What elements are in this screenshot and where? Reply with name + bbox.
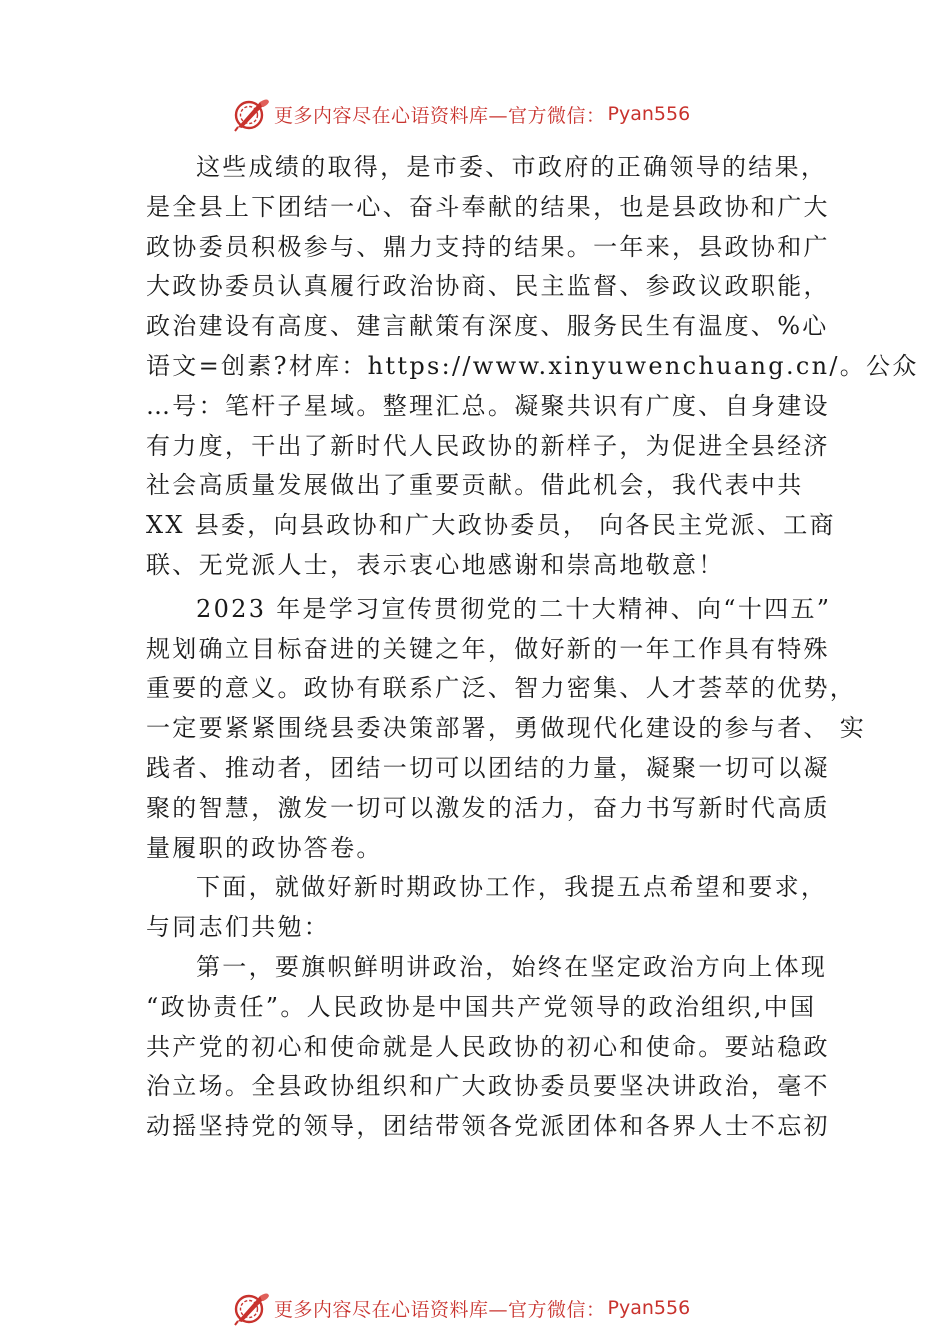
- text-line: 是全县上下团结一心、奋斗奉献的结果，也是县政协和广大: [146, 192, 830, 221]
- footer-banner: [232, 1290, 690, 1326]
- quill-pen-logo-icon: [232, 1290, 270, 1326]
- text-line: 重要的意义。政协有联系广泛、智力密集、人才荟萃的优势，: [146, 674, 857, 703]
- document-body: [146, 148, 919, 1147]
- text-line: 这些成绩的取得，是市委、市政府的正确领导的结果，: [196, 153, 828, 181]
- text-line: 2023 年是学习宣传贯彻党的二十大精神、向“十四五”: [196, 594, 832, 623]
- text-line: 社会高质量发展做出了重要贡献。借此机会，我代表中共: [146, 471, 804, 500]
- text-line: 量履职的政协答卷。: [146, 833, 383, 862]
- header-banner-text: 更多内容尽在心语资料库—官方微信：: [274, 104, 606, 127]
- text-line: 与同志们共勉：: [146, 913, 331, 942]
- text-line: 一定要紧紧围绕县委决策部署，勇做现代化建设的参与者、 实: [146, 714, 867, 743]
- text-line: “政协责任”。人民政协是中国共产党领导的政治组织,中国: [146, 992, 817, 1021]
- text-line: 规划确立目标奋进的关键之年，做好新的一年工作具有特殊: [146, 634, 830, 663]
- quill-pen-logo-icon: [232, 96, 270, 132]
- header-banner: [232, 96, 690, 132]
- text-line: …号：笔杆子星域。整理汇总。凝聚共识有广度、自身建设: [146, 391, 830, 420]
- paragraph-1: [146, 148, 919, 586]
- text-line: XX 县委，向县政协和广大政协委员， 向各民主党派、工商: [146, 511, 836, 540]
- text-line: 联、无党派人士，表示衷心地感谢和崇高地敬意！: [146, 550, 725, 579]
- paragraph-2: [146, 590, 867, 869]
- footer-banner-text: 更多内容尽在心语资料库—官方微信：: [274, 1298, 606, 1321]
- text-line: 政治建设有高度、建言献策有深度、服务民生有温度、%心: [146, 312, 829, 341]
- text-line: 动摇坚持党的领导，团结带领各党派团体和各界人士不忘初: [146, 1112, 830, 1141]
- text-line: 有力度，干出了新时代人民政协的新样子，为促进全县经济: [146, 431, 830, 460]
- text-line: 语文=创素?材库：https://www.xinyuwenchuang.cn/。公众: [146, 351, 919, 380]
- paragraph-4: [146, 948, 830, 1147]
- text-line: 共产党的初心和使命就是人民政协的初心和使命。要站稳政: [146, 1032, 830, 1061]
- text-line: 下面，就做好新时期政协工作，我提五点希望和要求，: [196, 873, 828, 902]
- text-line: 治立场。全县政协组织和广大政协委员要坚决讲政治，毫不: [146, 1072, 830, 1101]
- header-wechat-id: Pyan556: [607, 103, 691, 125]
- text-line: 践者、推动者，团结一切可以团结的力量，凝聚一切可以凝: [146, 753, 830, 782]
- paragraph-3: [146, 868, 826, 948]
- text-line: 聚的智慧，激发一切可以激发的活力，奋力书写新时代高质: [146, 793, 830, 822]
- text-line: 政协委员积极参与、鼎力支持的结果。一年来，县政协和广: [146, 232, 830, 261]
- text-line: 第一，要旗帜鲜明讲政治，始终在坚定政治方向上体现: [196, 952, 828, 981]
- text-line: 大政协委员认真履行政治协商、民主监督、参政议政职能，: [146, 272, 830, 301]
- footer-wechat-id: Pyan556: [607, 1297, 691, 1319]
